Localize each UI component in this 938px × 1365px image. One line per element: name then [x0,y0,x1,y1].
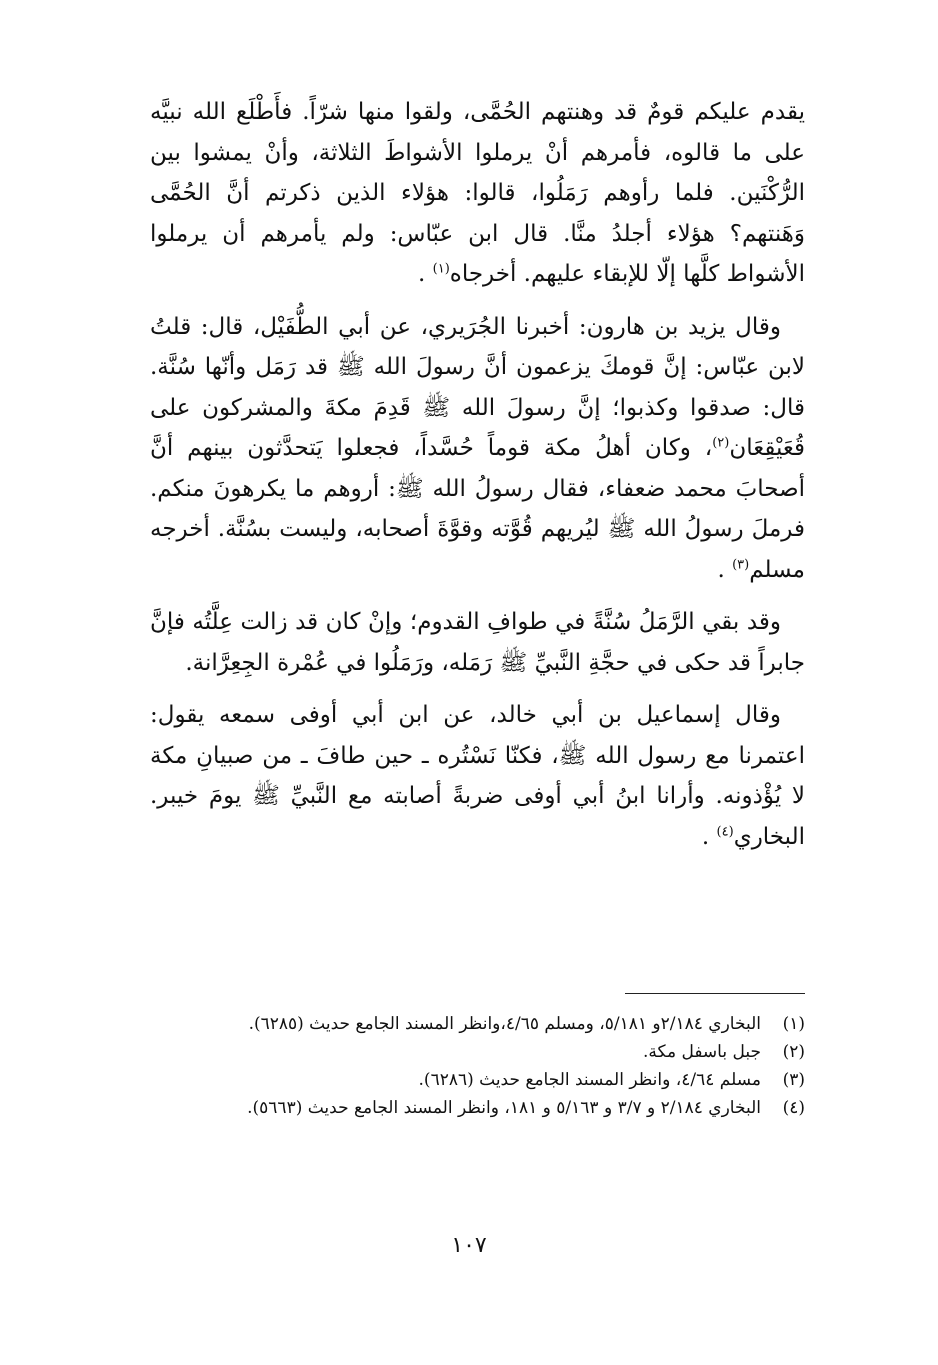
paragraph-tail: ، وكان أهلُ مكة قوماً حُسَّداً، فجعلوا يَتحدَّثون بينهم أنَّ أصحابَ محمد ضعفاء، فقال رسولُ الله ﷺ: أروهم ما يكرهونَ منكم. فرملَ رسولُ الله ﷺ ليُريهم قُوَّته وقوَّةَ أصحابه، وليست بسُنَّة. أخرجه مسلم [150,435,805,583]
paragraph-tail: . [717,556,733,583]
footnote-ref: (٢) [712,435,730,451]
footnote-text: البخاري ٢/١٨٤و ٥/١٨١، ومسلم ٤/٦٥،وانظر المسند الجامع حديث (٦٢٨٥). [248,1014,761,1034]
footnote-number: (١) [782,1014,805,1034]
paragraph-tail: . [701,823,717,850]
paragraph-2 [150,307,805,591]
paragraph-text: وقال يزيد بن هارون: أخبرنا الجُرَيري، عن أبي الطُّفَيْل، قال: قلتُ لابن عبّاس: إنَّ قومكَ يزعمون أنَّ رسولَ الله ﷺ قد رَمَل وأنّها سُنَّة. قال: صدقوا وكذبوا؛ إنَّ رسولَ الله ﷺ قَدِمَ مكةَ والمشركون على قُعَيْقِعَان [150,313,805,461]
footnotes [150,1010,805,1122]
footnote-text: جبل باسفل مكة. [643,1042,761,1062]
paragraph-text: يقدم عليكم قومٌ قد وهنتهم الحُمَّى، ولقوا منها شرّاً. فأَطْلَع الله نبيَّه على ما قالوه، فأمرهم أنْ يرملوا الأشواطَ الثلاثة، وأنْ يمشوا بين الرُّكْنَين. فلما رأوهم رَمَلُوا، قالوا: هؤلاء الذين ذكرتم أنَّ الحُمَّى وَهَنتهم؟ هؤلاء أجلدُ منَّا. قال ابن عبّاس: ولم يأمرهم أن يرملوا الأشواط كلَّها إلّا للإبقاء عليهم. أخرجاه [150,99,805,287]
footnote-number: (٤) [782,1098,805,1118]
footnote-2 [150,1038,805,1066]
paragraph-text: وقال إسماعيل بن أبي خالد، عن ابن أبي أوفى سمعه يقول: اعتمرنا مع رسول الله ﷺ، فكنّا نَسْتُره ـ حين طافَ ـ من صبيانِ مكة لا يُؤْذونه. وأرانا ابنُ أبي أوفى ضربةً أصابته مع النَّبيِّ ﷺ يومَ خيبر. البخاري [150,702,805,850]
footnote-ref: (١) [432,261,450,277]
footnote-ref: (٤) [716,823,734,839]
paragraph-1 [150,92,805,295]
footnote-ref: (٣) [732,556,750,572]
paragraph-text: وقد بقي الرَّمَلُ سُنَّةً في طوافِ القدوم؛ وإنْ كان قد زالت عِلَّتُه فإنَّ جابراً قد حكى في حجَّةِ النَّبيِّ ﷺ رَمَله، ورَمَلُوا في عُمْرة الجِعِرَّانة. [150,609,805,676]
footnote-1 [150,1010,805,1038]
paragraph-4 [150,695,805,857]
main-text [150,92,805,869]
footnote-text: البخاري ٢/١٨٤ و ٣/٧ و ٥/١٦٣ و ١٨١، وانظر المسند الجامع حديث (٥٦٦٣). [247,1098,761,1118]
footnote-separator [625,993,805,994]
paragraph-tail: . [418,261,433,287]
footnote-number: (٣) [782,1070,805,1090]
footnote-4 [150,1094,805,1122]
page-number: ١٠٧ [451,1233,487,1258]
footnote-3 [150,1066,805,1094]
footnote-text: مسلم ٤/٦٤، وانظر المسند الجامع حديث (٦٢٨٦). [418,1070,761,1090]
footnote-number: (٢) [782,1042,805,1062]
paragraph-3 [150,602,805,683]
